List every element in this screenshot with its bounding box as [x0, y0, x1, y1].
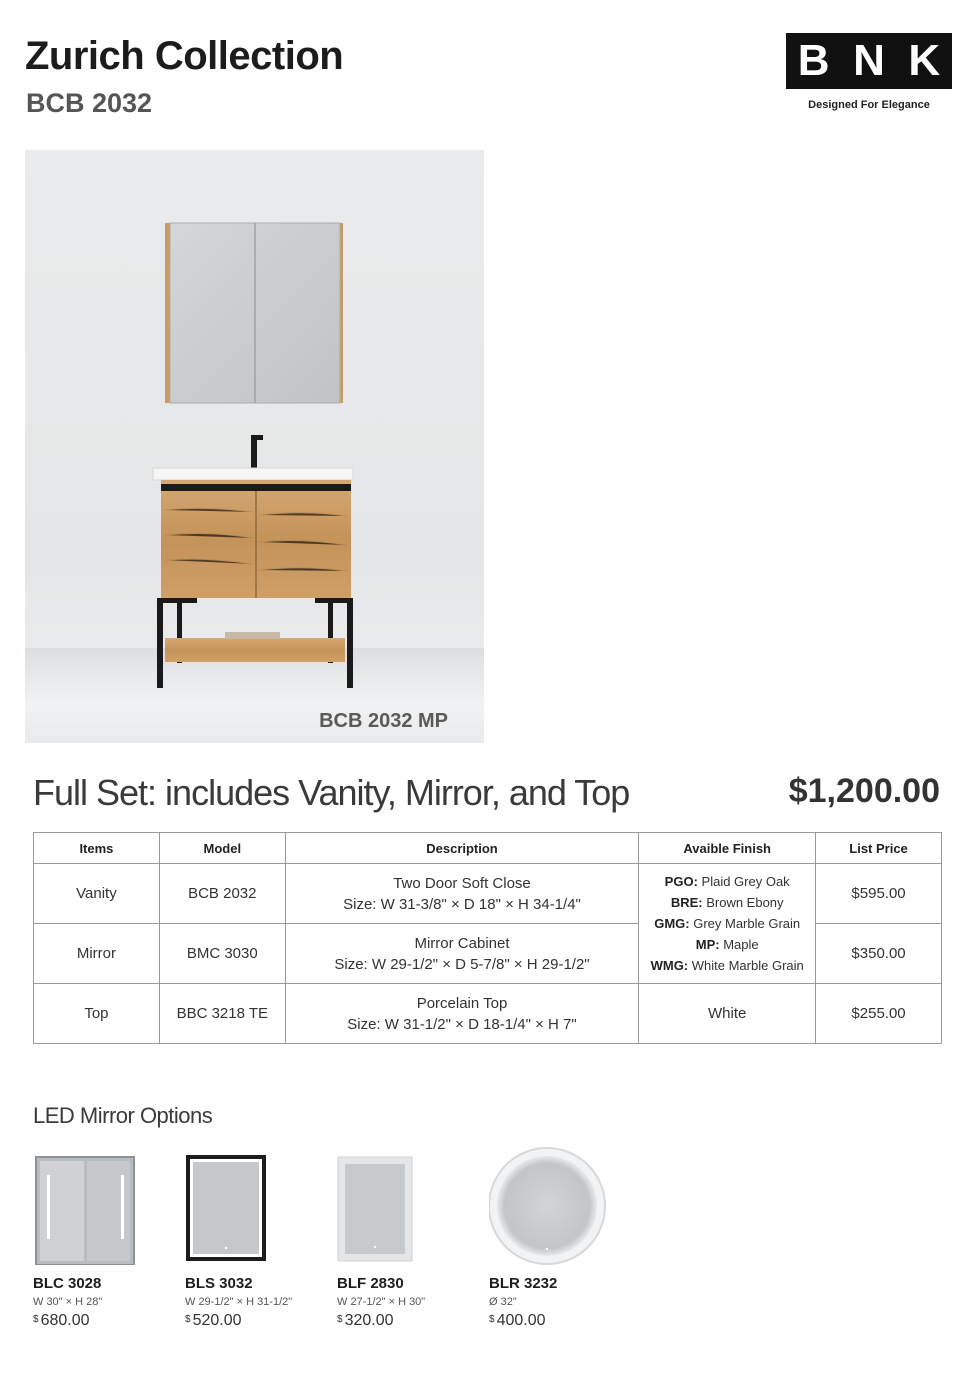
- option-size: W 27-1/2" × H 30": [337, 1296, 426, 1308]
- faucet: [251, 435, 257, 469]
- option-model: BLF 2830: [337, 1275, 404, 1292]
- header-description: Description: [285, 833, 639, 864]
- blr-3232-image: [489, 1145, 629, 1265]
- led-option-blr-3232[interactable]: [489, 1145, 629, 1330]
- model-subtitle: BCB 2032: [26, 88, 153, 118]
- blf-2830-image: [337, 1145, 477, 1265]
- finish-option: MP: Maple: [695, 937, 759, 952]
- bnk-logo: [786, 33, 952, 89]
- logo-letter-b: B: [797, 36, 830, 85]
- option-model: BLR 3232: [489, 1275, 558, 1292]
- cell-price: $255.00: [816, 984, 942, 1044]
- cell-price: $595.00: [816, 864, 942, 924]
- cell-item: Mirror: [34, 924, 160, 984]
- full-set-description: Full Set: includes Vanity, Mirror, and Top: [33, 772, 630, 813]
- mirror-cabinet: [165, 223, 343, 403]
- option-price: $ 680.00: [33, 1312, 90, 1329]
- logo-letter-k: K: [908, 36, 941, 85]
- option-model: BLS 3032: [185, 1275, 253, 1292]
- option-size: W 30" × H 28": [33, 1296, 103, 1308]
- led-option-blc-3028[interactable]: [33, 1145, 173, 1330]
- cell-description: [285, 864, 639, 924]
- desc-line: Porcelain Top: [416, 994, 508, 1012]
- cell-finish-options: [639, 864, 816, 984]
- cell-model: BCB 2032: [159, 864, 285, 924]
- cell-model: BMC 3030: [159, 924, 285, 984]
- cell-item: Vanity: [34, 864, 160, 924]
- desc-line: Two Door Soft Close: [393, 874, 531, 892]
- option-size: Ø 32": [489, 1296, 517, 1308]
- porcelain-top: [153, 468, 353, 480]
- led-option-blf-2830[interactable]: [337, 1145, 477, 1330]
- option-price: $ 400.00: [489, 1312, 546, 1329]
- option-price: $ 320.00: [337, 1312, 394, 1329]
- vanity-set-illustration: [25, 150, 484, 743]
- cell-finish: White: [639, 984, 816, 1044]
- desc-size: Size: W 31-3/8" × D 18" × H 34-1/4": [343, 895, 581, 913]
- table-row: [34, 984, 942, 1044]
- cell-price: $350.00: [816, 924, 942, 984]
- bottom-shelf: [165, 638, 345, 662]
- finish-option: WMG: White Marble Grain: [650, 958, 804, 973]
- finish-option: GMG: Grey Marble Grain: [654, 916, 801, 931]
- cell-model: BBC 3218 TE: [159, 984, 285, 1044]
- led-option-bls-3032[interactable]: [185, 1145, 325, 1330]
- header-model: Model: [159, 833, 285, 864]
- logo-letter-n: N: [853, 36, 885, 85]
- option-price: $ 520.00: [185, 1312, 242, 1329]
- product-photo: [25, 150, 484, 743]
- cell-item: Top: [34, 984, 160, 1044]
- table-header-row: [34, 833, 942, 864]
- photo-label: BCB 2032 MP: [319, 710, 448, 732]
- table-row: [34, 864, 942, 924]
- blc-3028-image: [33, 1145, 173, 1265]
- desc-size: Size: W 29-1/2" × D 5-7/8" × H 29-1/2": [334, 955, 590, 973]
- cell-description: [285, 984, 639, 1044]
- collection-title: Zurich Collection: [25, 34, 344, 78]
- led-options-title: LED Mirror Options: [33, 1103, 213, 1128]
- desc-line: Mirror Cabinet: [414, 934, 510, 952]
- desc-size: Size: W 31-1/2" × D 18-1/4" × H 7": [347, 1015, 577, 1033]
- option-model: BLC 3028: [33, 1275, 102, 1292]
- logo-tagline: Designed For Elegance: [808, 99, 930, 111]
- header-price: List Price: [816, 833, 942, 864]
- header-items: Items: [34, 833, 160, 864]
- cell-description: [285, 924, 639, 984]
- full-set-price: $1,200.00: [788, 772, 940, 810]
- option-size: W 29-1/2" × H 31-1/2": [185, 1296, 293, 1308]
- finish-option: BRE: Brown Ebony: [670, 895, 784, 910]
- spec-table: [33, 832, 942, 1044]
- bls-3032-image: [185, 1145, 325, 1265]
- finish-option: PGO: Plaid Grey Oak: [664, 874, 790, 889]
- header-finish: Avaible Finish: [639, 833, 816, 864]
